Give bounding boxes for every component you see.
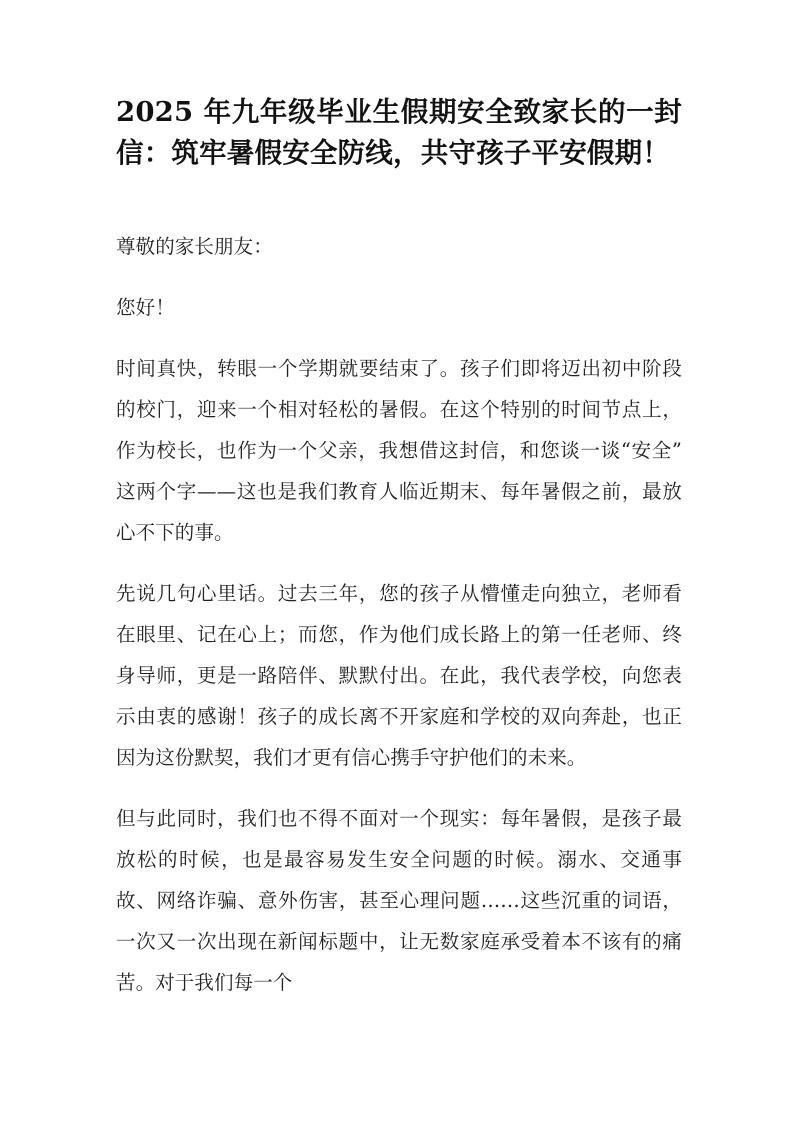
paragraph-salutation: 尊敬的家长朋友： bbox=[116, 235, 273, 258]
paragraph-greeting: 您好！ bbox=[116, 296, 175, 319]
page-title: 2025 年九年级毕业生假期安全致家长的一封信：筑牢暑假安全防线，共守孩子平安假期！ bbox=[116, 96, 682, 169]
title-body-spacer bbox=[116, 174, 682, 226]
paragraph-body-3: 但与此同时，我们也不得不面对一个现实：每年暑假，是孩子最放松的时候，也是最容易发生安全问题的时候。溺水、交通事故、网络诈骗、意外伤害，甚至心理问题……这些沉重的词语，一次又一次出现在新闻标题中，让无数家庭承受着本不该有的痛苦。对于我们每一个 bbox=[116, 807, 682, 994]
document-content bbox=[116, 92, 682, 1003]
paragraph-body-1: 时间真快，转眼一个学期就要结束了。孩子们即将迈出初中阶段的校门，迎来一个相对轻松的暑假。在这个特别的时间节点上，作为校长，也作为一个父亲，我想借这封信，和您谈一谈“安全”这两个字——这也是我们教育人临近期末、每年暑假之前，最放心不下的事。 bbox=[116, 357, 682, 544]
paragraph-body-2: 先说几句心里话。过去三年，您的孩子从懵懂走向独立，老师看在眼里、记在心上；而您，作为他们成长路上的第一任老师、终身导师，更是一路陪伴、默默付出。在此，我代表学校，向您表示由衷的感谢！孩子的成长离不开家庭和学校的双向奔赴，也正因为这份默契，我们才更有信心携手守护他们的未来。 bbox=[116, 582, 682, 769]
